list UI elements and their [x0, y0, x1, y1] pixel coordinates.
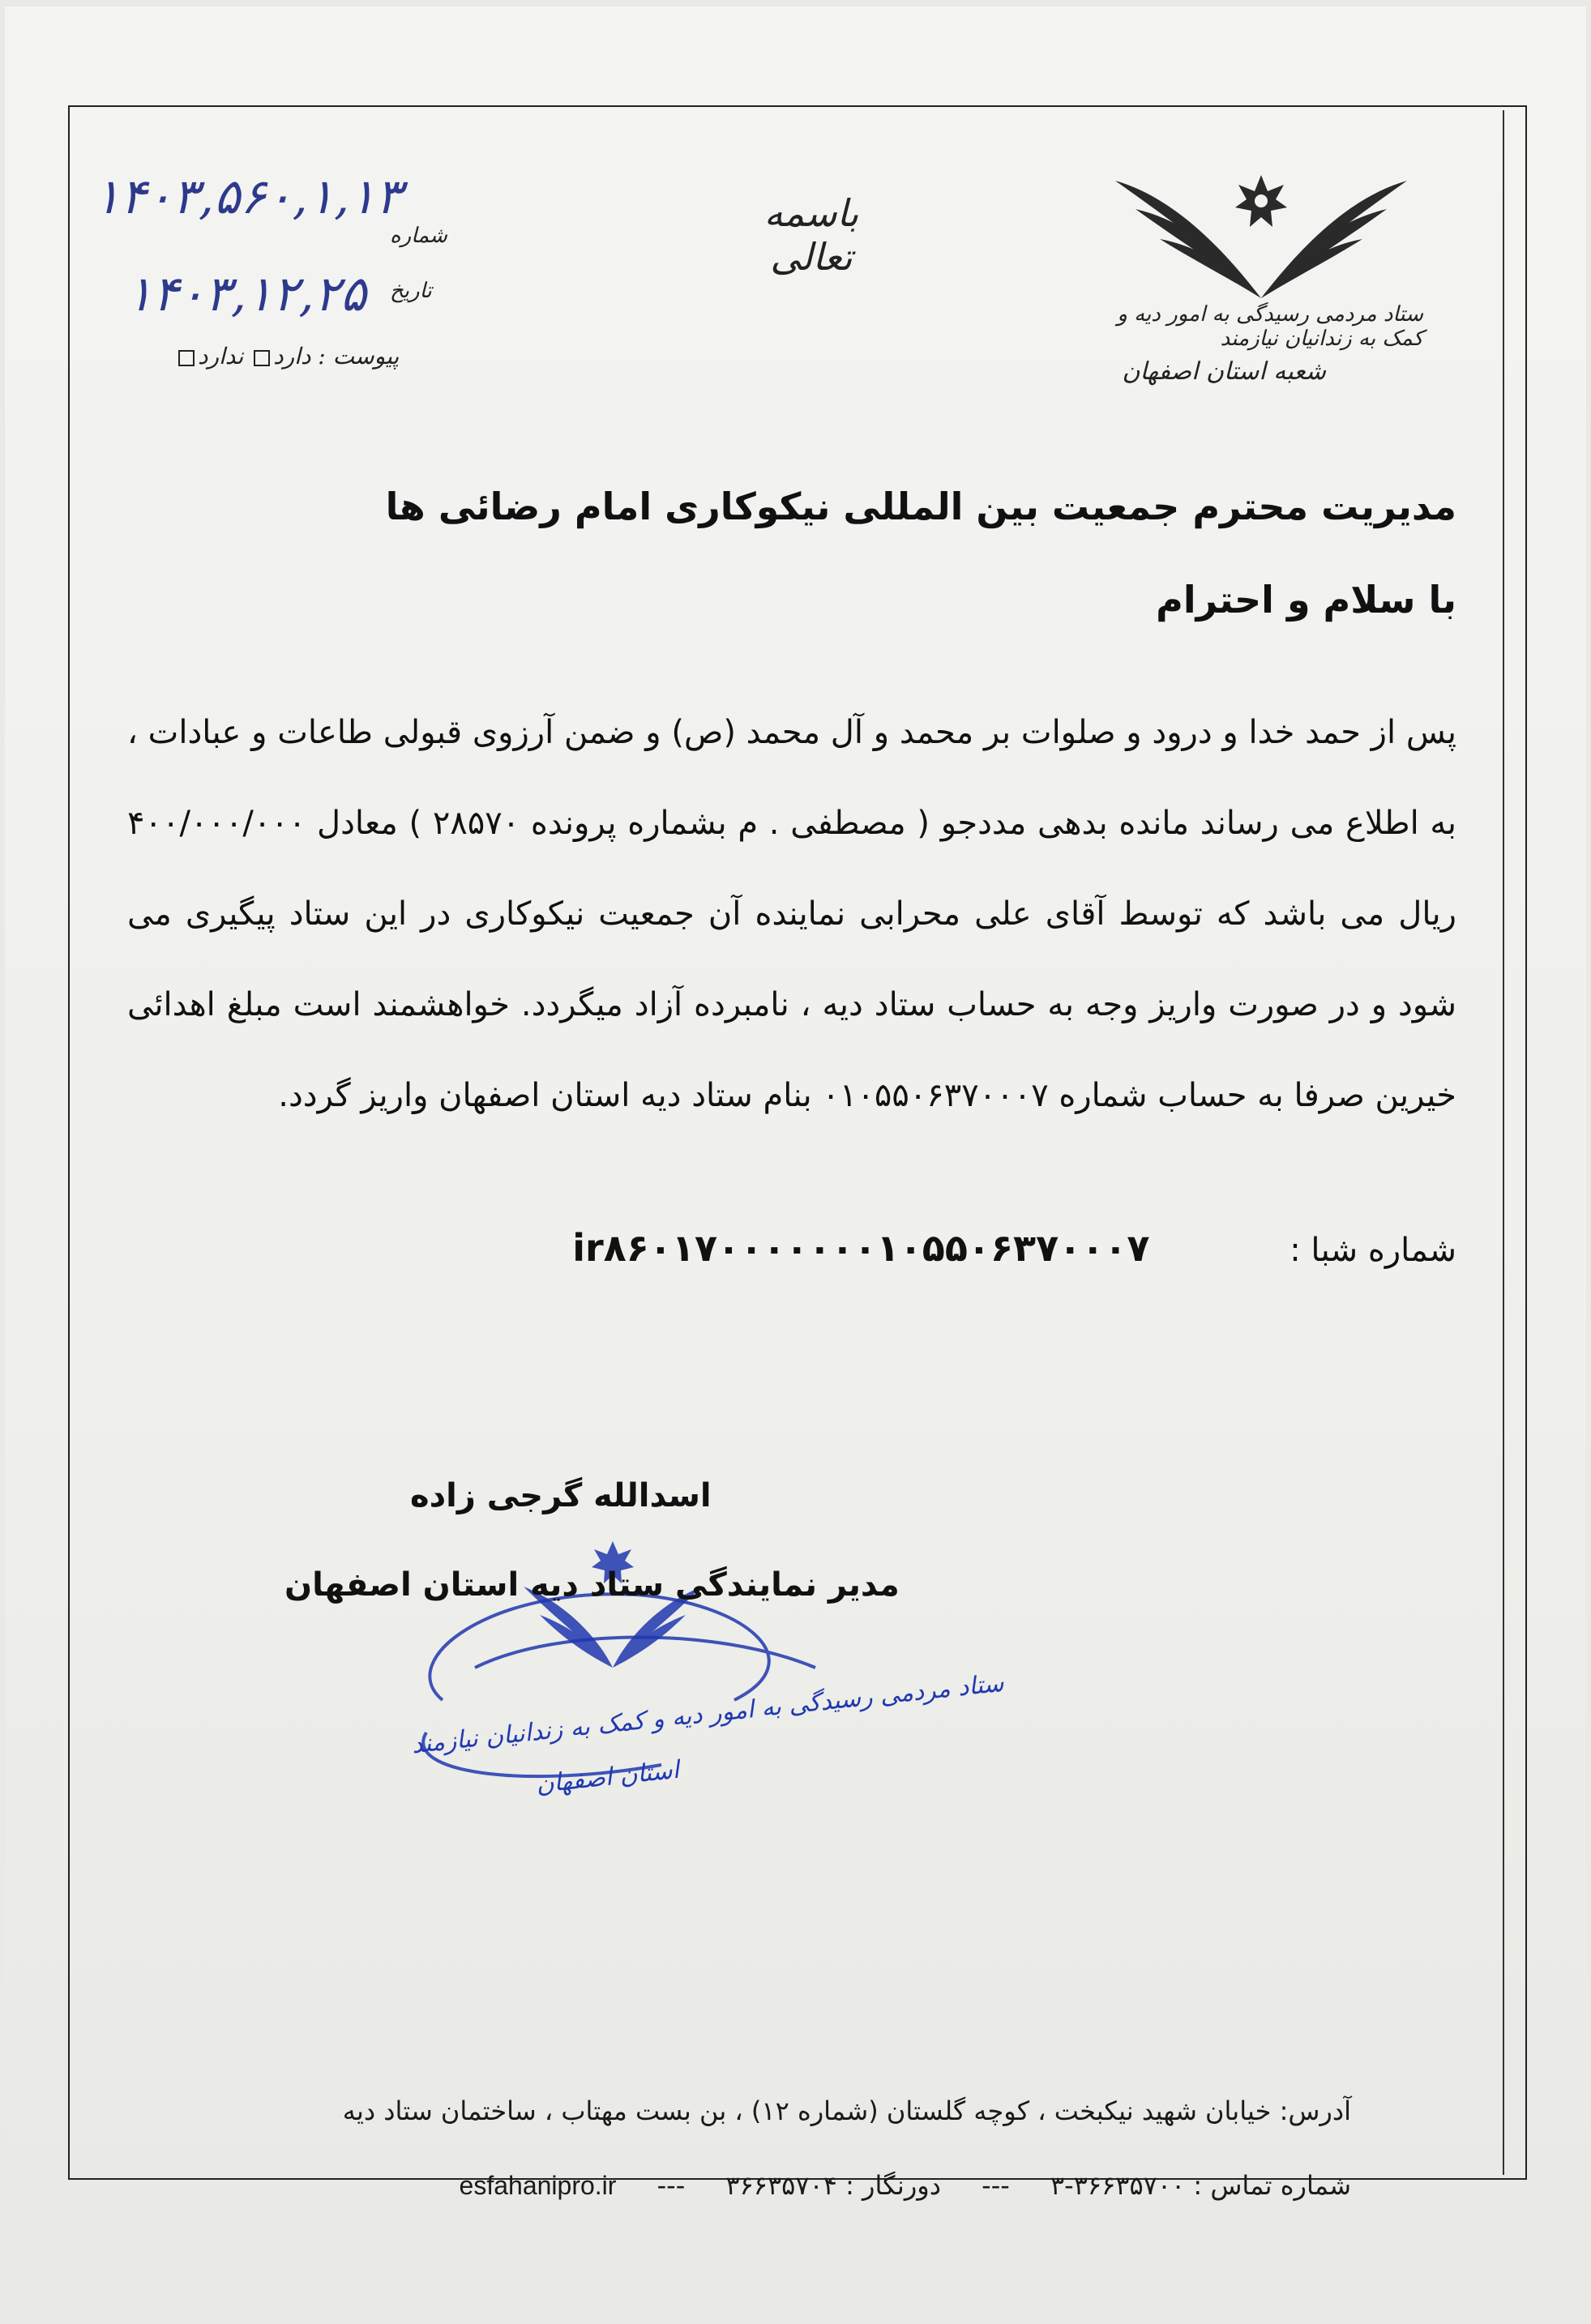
- phone-label: شماره تماس :: [1193, 2170, 1351, 2201]
- attachment-field: [175, 343, 399, 370]
- attachment-none-label: ندارد: [198, 343, 244, 370]
- recipient-line: مدیریت محترم جمعیت بین المللی نیکوکاری امام رضائی ها: [385, 485, 1456, 528]
- letter-number: ۱۴۰۳,۵۶۰,۱,۱۳: [94, 169, 402, 225]
- org-branch: شعبه استان اصفهان: [1122, 357, 1326, 386]
- attachment-no-checkbox: [178, 350, 195, 366]
- attachment-yes-checkbox: [254, 350, 270, 366]
- website-link[interactable]: esfahanipro.ir: [459, 2171, 617, 2200]
- attachment-label: پیوست : دارد: [273, 343, 400, 370]
- signatory-title: مدیر نمایندگی ستاد دیه استان اصفهان: [284, 1566, 900, 1604]
- separator-1: ---: [982, 2170, 1010, 2201]
- greeting-line: با سلام و احترام: [1156, 578, 1456, 622]
- footer-address: آدرس: خیابان شهید نیکبخت ، کوچه گلستان (شماره ۱۲) ، بن بست مهتاب ، ساختمان ستاد دیه: [342, 2095, 1351, 2126]
- letter-body: پس از حمد خدا و درود و صلوات بر محمد و آل محمد (ص) و ضمن آرزوی قبولی طاعات و عبادات ، به اطلاع می رساند مانده بدهی مددجو ( مصطفی . م بشماره پرونده ۲۸۵۷۰ ) معادل ۴۰۰/۰۰۰/۰۰۰ ریال می باشد که توسط آقای علی محرابی نماینده آن جمعیت نیکوکاری در این ستاد پیگیری می شود و در صورت واریز وجه به حساب ستاد دیه ، نامبرده آزاد میگردد. خواهشمند است مبلغ اهدائی خیرین صرفا به حساب شماره ۰۱۰۵۵۰۶۳۷۰۰۰۷ بنام ستاد دیه استان اصفهان واریز گردد.: [127, 714, 1456, 1114]
- motto: باسمه تعالی: [763, 191, 859, 279]
- page-inner-rule: [1503, 110, 1504, 2175]
- separator-2: ---: [657, 2170, 686, 2201]
- letter-date: ۱۴۰۳,۱۲,۲۵: [126, 266, 366, 323]
- signatory-name: اسدالله گرجی زاده: [410, 1477, 712, 1514]
- phone-number: ۳۶۶۳۵۷۰۰-۳: [1050, 2170, 1186, 2201]
- footer-contact: [460, 2170, 1351, 2201]
- org-name: ستاد مردمی رسیدگی به امور دیه و کمک به زندانیان نیازمند: [1117, 302, 1423, 351]
- stamp-branch-text: استان اصفهان: [534, 1755, 681, 1800]
- sheba-row: [127, 1226, 1456, 1270]
- fax-number: ۳۶۶۳۵۷۰۴: [725, 2170, 837, 2201]
- date-label: تاریخ: [390, 279, 432, 303]
- org-logo: [1099, 164, 1423, 416]
- sheba-label: شماره شبا :: [1289, 1232, 1456, 1269]
- wings-star-icon: [1099, 164, 1423, 310]
- number-label: شماره: [390, 224, 447, 248]
- fax-label: دورنگار :: [845, 2170, 941, 2201]
- sheba-number: ir۸۶۰۱۷۰۰۰۰۰۰۰۱۰۵۵۰۶۳۷۰۰۰۷: [572, 1226, 1150, 1270]
- letter-sheet: [5, 6, 1586, 2318]
- page-border: [68, 105, 1527, 2180]
- stamp-org-text: ستاد مردمی رسیدگی به امور دیه و کمک به زندانیان نیازمند: [410, 1668, 1006, 1760]
